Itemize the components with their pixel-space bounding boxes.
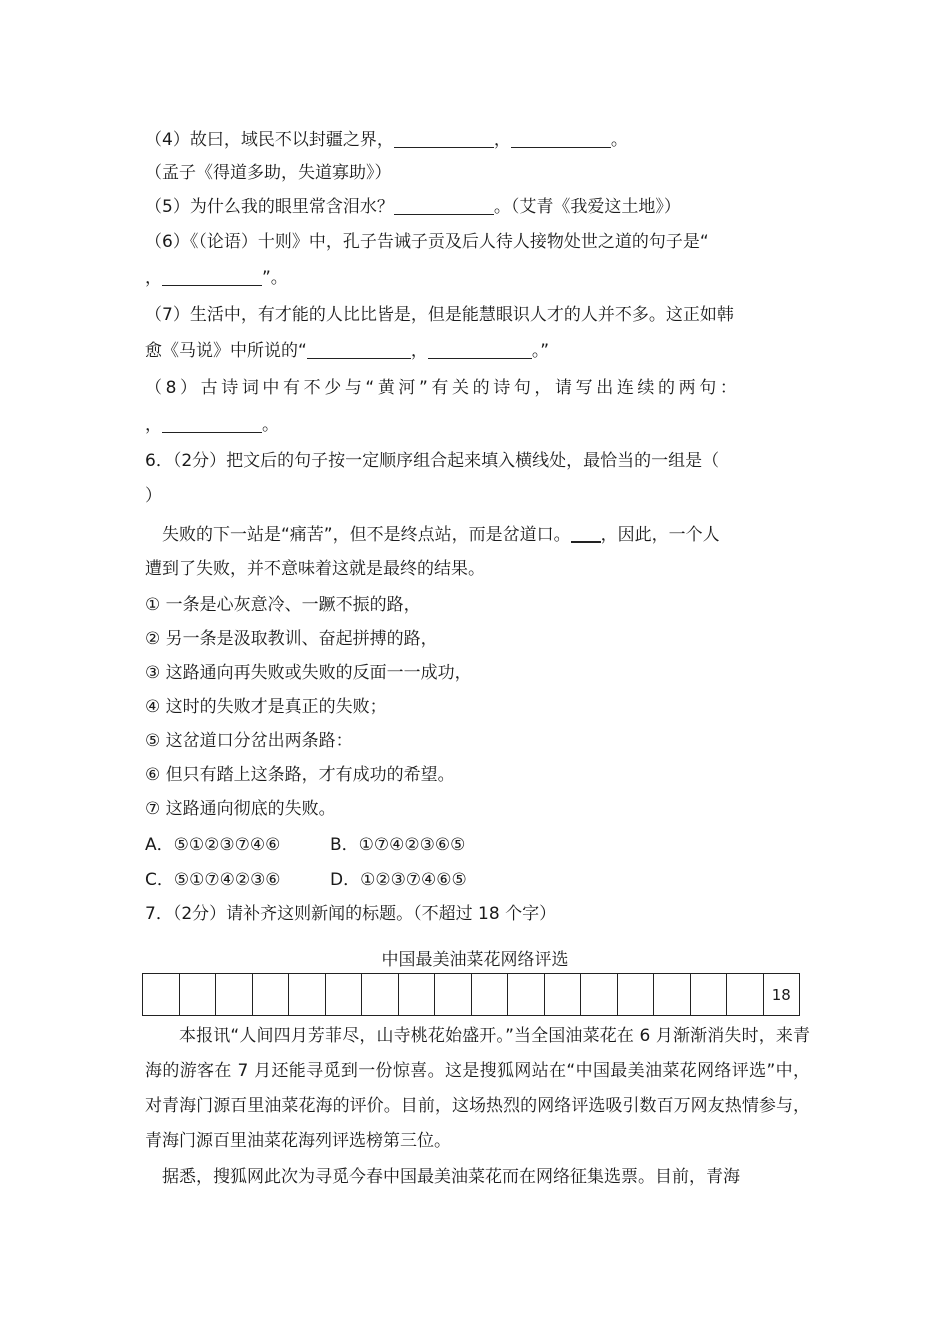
question-6-close: ）	[145, 486, 162, 506]
passage-text: ，因此，一个人	[600, 525, 720, 545]
separator: ，	[493, 130, 511, 150]
passage-text: 失败的下一站是“痛苦”，但不是终点站，而是岔道口。	[162, 525, 571, 545]
sentence-5: ⑤ 这岔道口分岔出两条路：	[145, 731, 353, 751]
answer-cell[interactable]	[179, 974, 216, 1016]
question-5-8: （8）古诗词中有不少与“黄河”有关的诗句，请写出连续的两句：	[145, 378, 741, 398]
passage-line	[162, 525, 720, 544]
separator: ，	[410, 341, 428, 361]
answer-grid	[142, 973, 800, 1016]
answer-cell[interactable]	[654, 974, 691, 1016]
answer-cell[interactable]	[581, 974, 618, 1016]
answer-cell-last[interactable]: 18	[763, 974, 800, 1016]
answer-cell[interactable]	[727, 974, 764, 1016]
answer-cell[interactable]	[471, 974, 508, 1016]
answer-cell[interactable]	[617, 974, 654, 1016]
sentence-3: ③ 这路通向再失败或失败的反面一一成功，	[145, 663, 472, 683]
question-5-4	[145, 131, 628, 149]
question-5-7: （7）生活中，有才能的人比比皆是，但是能慧眼识人才的人并不多。这正如韩	[145, 305, 734, 325]
question-6: 6．（2分）把文后的句子按一定顺序组合起来填入横线处，最恰当的一组是（	[145, 451, 720, 471]
sentence-2: ② 另一条是汲取教训、奋起拼搏的路，	[145, 629, 438, 649]
question-text: （5）为什么我的眼里常含泪水？	[145, 197, 394, 217]
separator: 。	[610, 130, 628, 150]
question-5-8-answer	[145, 416, 279, 434]
answer-cell[interactable]	[325, 974, 362, 1016]
news-title: 中国最美油菜花网络评选	[381, 950, 569, 970]
answer-blank[interactable]	[162, 416, 262, 433]
source-citation: 。（艾青《我爱这土地》）	[493, 197, 681, 217]
option-b[interactable]: B．①⑦④②③⑥⑤	[330, 835, 466, 855]
separator: ，	[145, 268, 162, 288]
question-7: 7．（2分）请补齐这则新闻的标题。（不超过 18 个字）	[145, 904, 557, 924]
answer-blank[interactable]	[394, 198, 494, 215]
option-d[interactable]: D．①②③⑦④⑥⑤	[330, 870, 467, 890]
separator: ”。	[262, 268, 288, 288]
separator: 。	[262, 415, 279, 435]
answer-cell[interactable]	[398, 974, 435, 1016]
question-5-6-answer	[145, 269, 288, 287]
sentence-4: ④ 这时的失败才是真正的失败；	[145, 697, 387, 717]
question-5-7-answer	[145, 342, 549, 360]
news-paragraph-2: 据悉，搜狐网此次为寻觅今春中国最美油菜花而在网络征集选票。目前，青海	[162, 1167, 740, 1187]
source-citation: （孟子《得道多助，失道寡助》）	[145, 163, 392, 183]
question-text: 愈《马说》中所说的“	[145, 341, 307, 361]
separator: 。”	[531, 341, 550, 361]
answer-cell[interactable]	[216, 974, 253, 1016]
answer-cell[interactable]	[362, 974, 399, 1016]
question-5-5	[145, 198, 681, 216]
answer-cell[interactable]	[435, 974, 472, 1016]
answer-cell[interactable]	[289, 974, 326, 1016]
option-a[interactable]: A．⑤①②③⑦④⑥	[145, 835, 281, 855]
answer-cell[interactable]	[544, 974, 581, 1016]
answer-blank[interactable]	[307, 342, 411, 359]
separator: ，	[145, 415, 162, 435]
answer-cell[interactable]	[252, 974, 289, 1016]
passage-line: 遭到了失败，并不意味着这就是最终的结果。	[145, 559, 485, 579]
answer-cell[interactable]	[143, 974, 180, 1016]
sentence-7: ⑦ 这路通向彻底的失败。	[145, 799, 336, 819]
sentence-1: ① 一条是心灰意冷、一蹶不振的路，	[145, 595, 421, 615]
sentence-6: ⑥ 但只有踏上这条路，才有成功的希望。	[145, 765, 455, 785]
answer-blank[interactable]	[162, 269, 262, 286]
answer-blank[interactable]	[571, 525, 601, 543]
answer-blank[interactable]	[394, 131, 494, 148]
question-5-6: （6）《（论语）十则》中，孔子告诫子贡及后人待人接物处世之道的句子是“	[145, 232, 709, 252]
answer-cell[interactable]	[690, 974, 727, 1016]
news-paragraph-1: 本报讯“人间四月芳菲尽，山寺桃花始盛开。”当全国油菜花在 6 月渐渐消失时，来青海的游客在 7 月还能寻觅到一份惊喜。这是搜狐网站在“中国最美油菜花网络评选”中，对青海门源百里油菜花海的评价。目前，这场热烈的网络评选吸引数百万网友热情参与，青海门源百里油菜花海列评选榜第三位。	[145, 1026, 810, 1151]
answer-cell[interactable]	[508, 974, 545, 1016]
option-c[interactable]: C．⑤①⑦④②③⑥	[145, 870, 281, 890]
answer-blank[interactable]	[428, 342, 532, 359]
answer-blank[interactable]	[511, 131, 611, 148]
question-text: （4）故曰，域民不以封疆之界，	[145, 130, 394, 150]
